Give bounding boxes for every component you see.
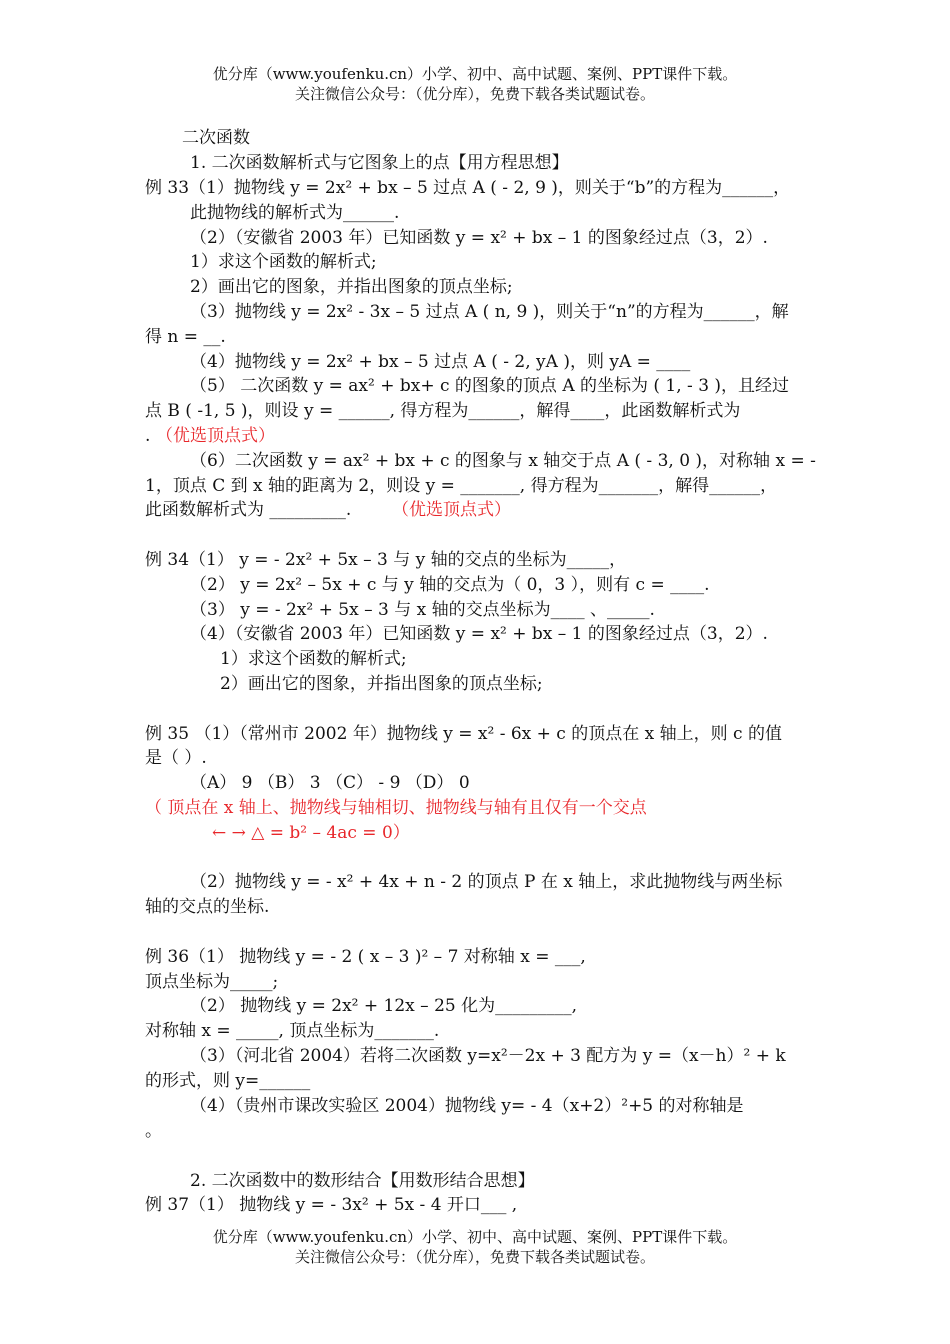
text-line: 例 36（1） 抛物线 y = - 2 ( x – 3 )² – 7 对称轴 x = ___,: [145, 947, 586, 967]
text-line: （2） y = 2x² – 5x + c 与 y 轴的交点为（ 0，3 ），则有 c = ____.: [190, 575, 710, 595]
text-line: 轴的交点的坐标.: [145, 897, 270, 917]
text-line: （3）抛物线 y = 2x² - 3x – 5 过点 A ( n, 9 )，则关于“n”的方程为______，解: [190, 302, 789, 322]
text-line: 例 33（1）抛物线 y = 2x² + bx – 5 过点 A ( - 2, 9 )，则关于“b”的方程为______，: [145, 178, 791, 198]
text-line: （4）（贵州市课改实验区 2004）抛物线 y= - 4（x+2）²+5 的对称轴是: [190, 1096, 744, 1116]
text-line: 。: [145, 1121, 162, 1141]
text-line: 例 35 （1）（常州市 2002 年）抛物线 y = x² - 6x + c 的顶点在 x 轴上，则 c 的值: [145, 724, 782, 744]
text-line: 此抛物线的解析式为______.: [190, 203, 400, 223]
red-text-line: （优选顶点式）: [156, 426, 275, 446]
text-line: （3） y = - 2x² + 5x – 3 与 x 轴的交点坐标为____ 、_____.: [190, 600, 655, 620]
text-line: 1，顶点 C 到 x 轴的距离为 2，则设 y = _______, 得方程为_______，解得______，: [145, 476, 778, 496]
text-line: 例 37（1） 抛物线 y = - 3x² + 5x - 4 开口___ ,: [145, 1195, 518, 1215]
text-line: （5） 二次函数 y = ax² + bx+ c 的图象的顶点 A 的坐标为 ( 1, - 3 )，且经过: [190, 376, 790, 396]
red-text-line: （ 顶点在 x 轴上、抛物线与轴相切、抛物线与轴有且仅有一个交点: [145, 798, 647, 818]
header-line-1: 优分库（www.youfenku.cn）小学、初中、高中试题、案例、PPT课件下载。: [212, 65, 738, 83]
text-line: 得 n = __.: [145, 327, 226, 347]
text-line: 是（ ）.: [145, 748, 207, 768]
footer-line-2: 关注微信公众号：（优分库），免费下载各类试题试卷。: [294, 1248, 655, 1266]
text-line: （2）抛物线 y = - x² + 4x + n - 2 的顶点 P 在 x 轴上，求此抛物线与两坐标: [190, 872, 783, 892]
text-line: 2）画出它的图象，并指出图象的顶点坐标;: [190, 277, 513, 297]
text-line: 的形式，则 y=______: [145, 1071, 311, 1091]
red-text-line: ← → △ = b² – 4ac = 0）: [212, 823, 410, 843]
text-line: （A） 9 （B） 3 （C） - 9 （D） 0: [190, 773, 470, 793]
text-line: （2） 抛物线 y = 2x² + 12x – 25 化为_________,: [190, 996, 578, 1016]
text-line: （4）（安徽省 2003 年）已知函数 y = x² + bx – 1 的图象经过点（3，2）.: [190, 624, 768, 644]
text-line: 例 34（1） y = - 2x² + 5x – 3 与 y 轴的交点的坐标为_____，: [145, 550, 627, 570]
text-line: 此函数解析式为 _________.: [145, 500, 352, 520]
text-line: （6）二次函数 y = ax² + bx + c 的图象与 x 轴交于点 A ( - 3, 0 )，对称轴 x = -: [190, 451, 816, 471]
text-line: （2）（安徽省 2003 年）已知函数 y = x² + bx – 1 的图象经过点（3，2）.: [190, 228, 768, 248]
text-line: .: [145, 426, 151, 446]
text-line: （3）（河北省 2004）若将二次函数 y=x²－2x + 3 配方为 y =（x－h）² + k: [190, 1046, 786, 1066]
text-line: 顶点坐标为_____;: [145, 972, 279, 992]
header-line-2: 关注微信公众号：（优分库），免费下载各类试题试卷。: [294, 85, 655, 103]
text-line: 1）求这个函数的解析式;: [220, 649, 407, 669]
red-text-line: （优选顶点式）: [392, 500, 511, 520]
text-line: 2）画出它的图象，并指出图象的顶点坐标;: [220, 674, 543, 694]
text-line: （4）抛物线 y = 2x² + bx – 5 过点 A ( - 2, yA )，则 yA = ____: [190, 352, 691, 372]
text-line: 点 B ( -1, 5 )，则设 y = ______, 得方程为______，解得____，此函数解析式为: [145, 401, 741, 421]
text-line: 二次函数: [182, 128, 250, 148]
text-line: 对称轴 x = _____, 顶点坐标为_______.: [145, 1021, 440, 1041]
text-line: 2. 二次函数中的数形结合【用数形结合思想】: [190, 1171, 535, 1191]
footer-line-1: 优分库（www.youfenku.cn）小学、初中、高中试题、案例、PPT课件下载。: [212, 1228, 738, 1246]
text-line: 1）求这个函数的解析式;: [190, 252, 377, 272]
text-line: 1. 二次函数解析式与它图象上的点【用方程思想】: [190, 153, 569, 173]
